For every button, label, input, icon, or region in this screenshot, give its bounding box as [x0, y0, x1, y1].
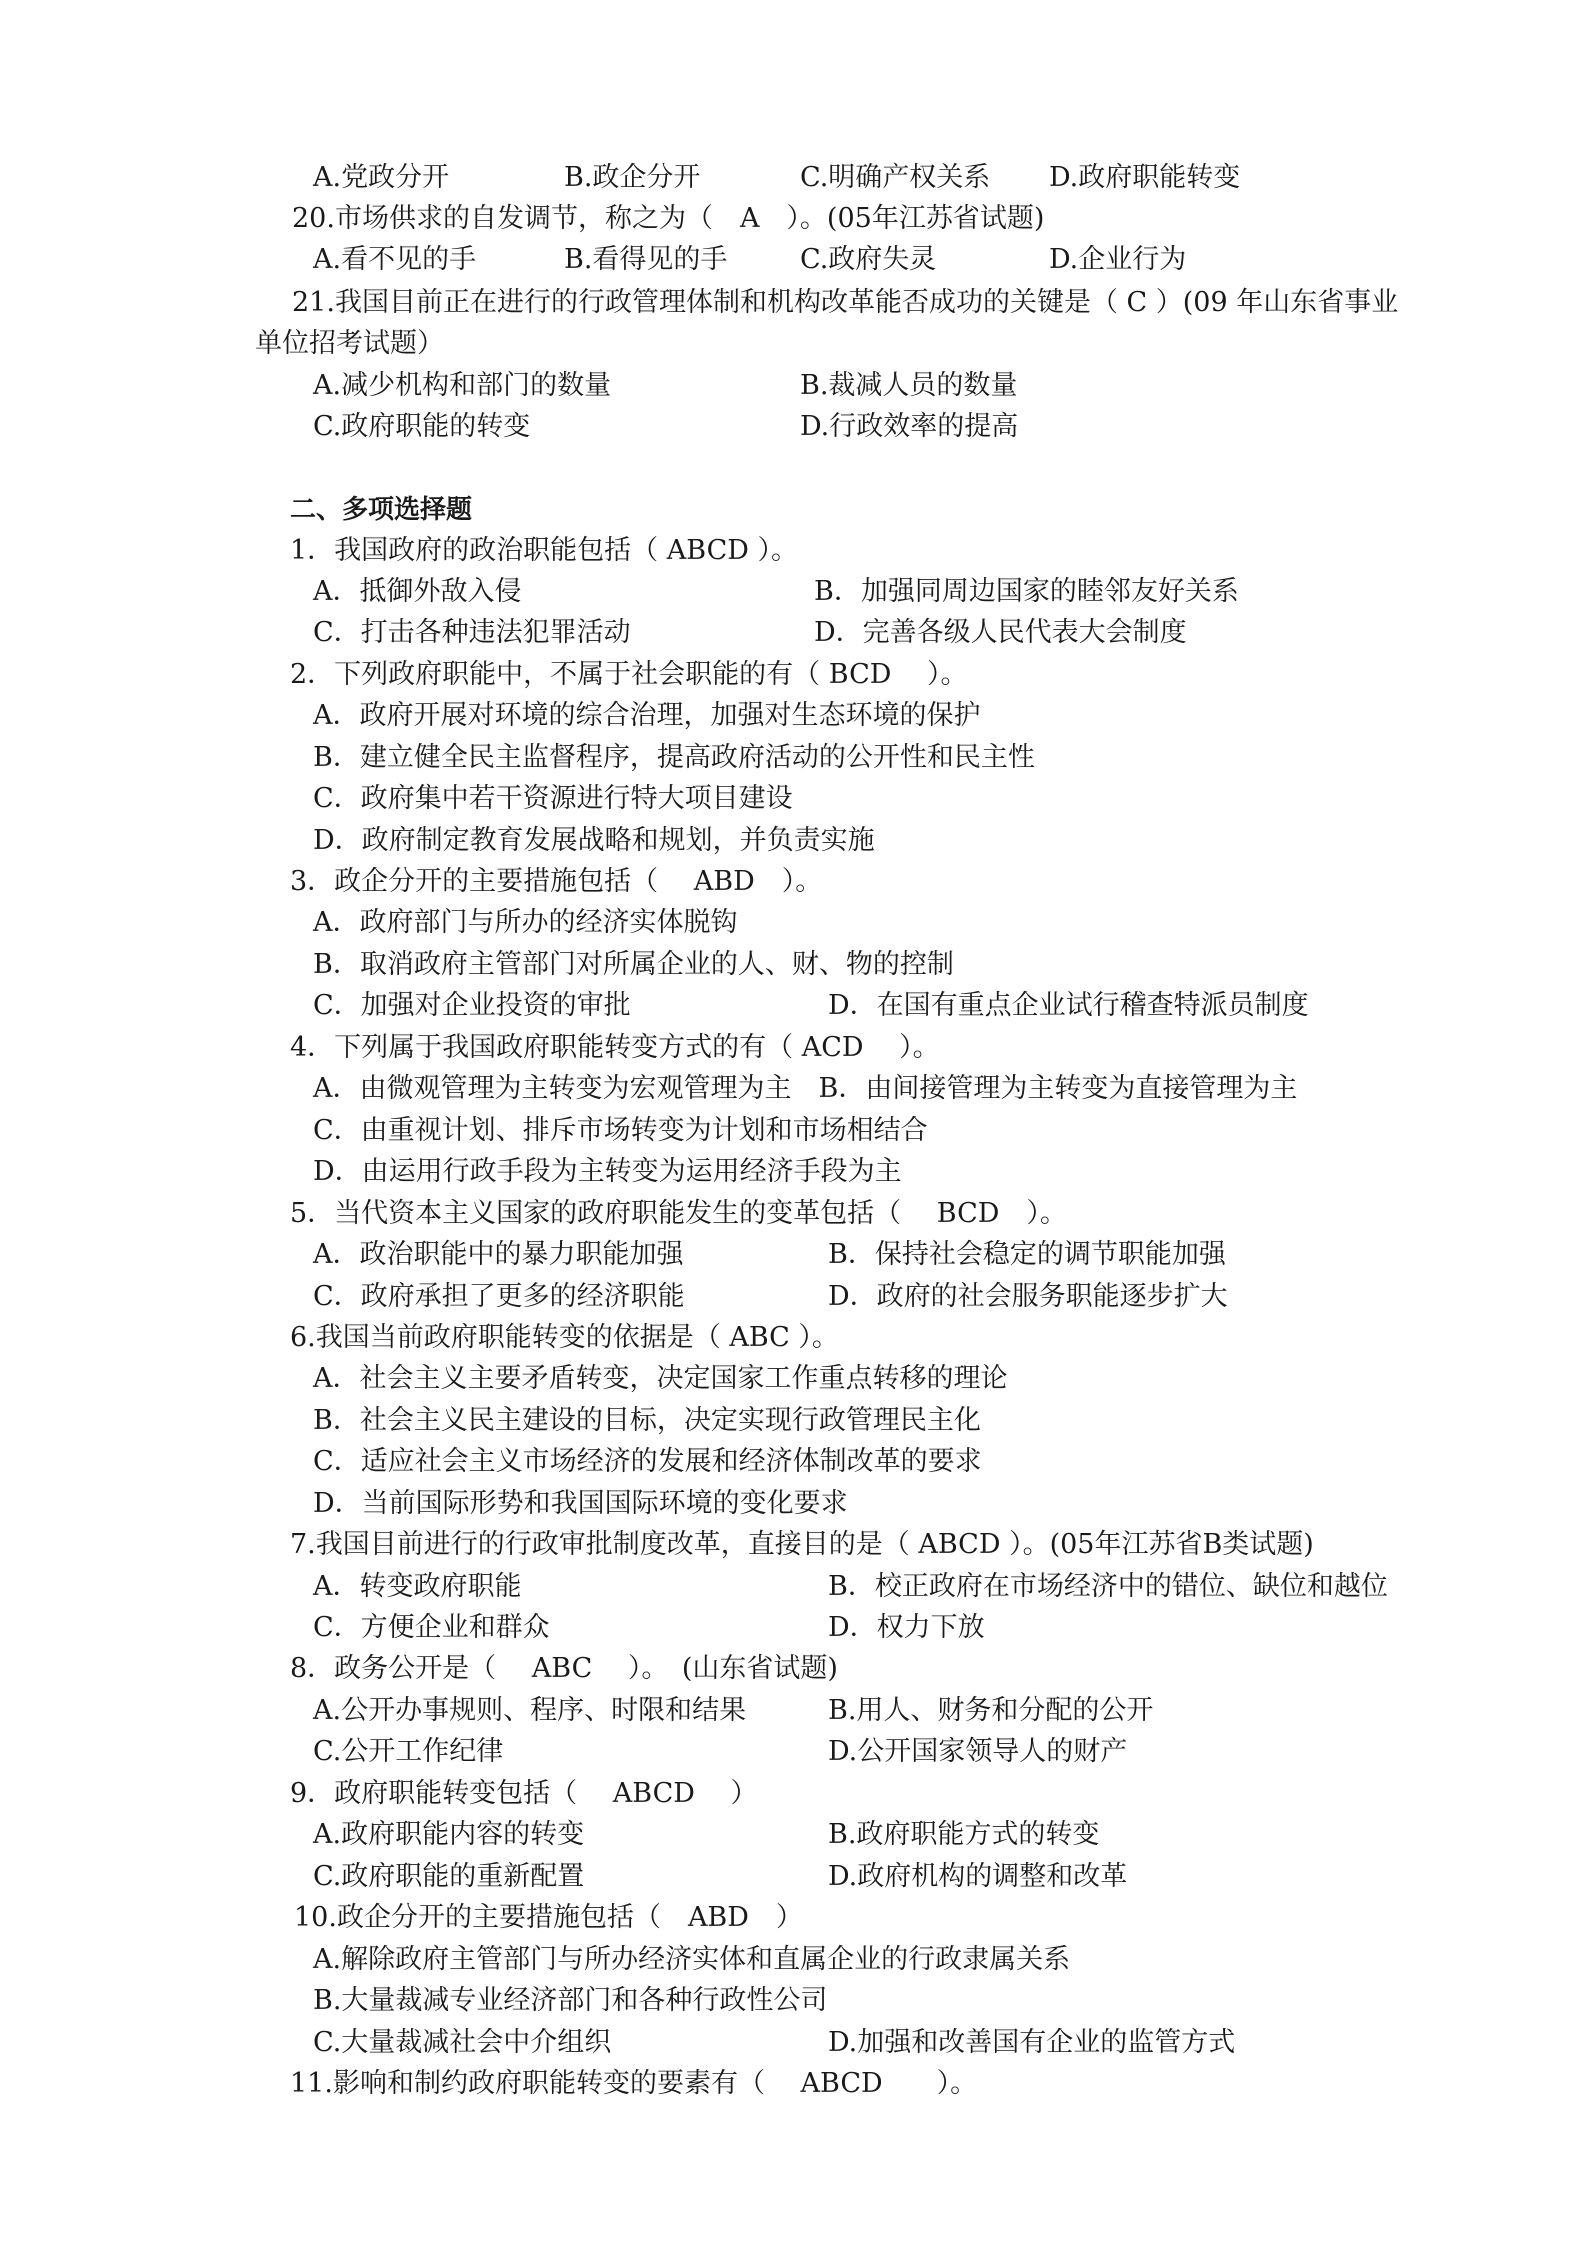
option-a: A．转变政府职能: [313, 1571, 522, 1602]
option-b: B.看得见的手: [564, 244, 728, 275]
option-c: C.政府职能的转变: [313, 411, 531, 442]
option-a: A.公开办事规则、程序、时限和结果: [313, 1695, 747, 1726]
option-b: B．取消政府主管部门对所属企业的人、财、物的控制: [313, 949, 954, 980]
option-d: D.加强和改善国有企业的监管方式: [828, 2027, 1236, 2058]
option-a: A．政府部门与所办的经济实体脱钩: [313, 907, 738, 938]
question-stem: 11.影响和制约政府职能转变的要素有（ ABCD ）。: [290, 2068, 978, 2099]
option-c: C．政府承担了更多的经济职能: [313, 1281, 685, 1312]
option-b: B.用人、财务和分配的公开: [828, 1695, 1154, 1726]
option-c: C．方便企业和群众: [313, 1612, 550, 1643]
option-d: D．政府制定教育发展战略和规划，并负责实施: [313, 825, 875, 856]
question-stem: 9．政府职能转变包括（ ABCD ）: [290, 1778, 758, 1809]
section-heading: 二、多项选择题: [290, 495, 473, 525]
option-d: D.企业行为: [1049, 244, 1187, 275]
option-c: C．加强对企业投资的审批: [313, 990, 631, 1021]
option-b: B．社会主义民主建设的目标，决定实现行政管理民主化: [313, 1405, 981, 1436]
question-stem: 1．我国政府的政治职能包括（ ABCD ）。: [290, 535, 798, 566]
option-d: D．完善各级人民代表大会制度: [814, 617, 1187, 648]
option-c: C．适应社会主义市场经济的发展和经济体制改革的要求: [313, 1446, 982, 1477]
question-stem-continued: 单位招考试题）: [255, 328, 444, 359]
option-a: A.政府职能内容的转变: [313, 1819, 585, 1850]
option-d: D.行政效率的提高: [800, 411, 1019, 442]
option-d: D．权力下放: [828, 1612, 985, 1643]
option-a: A．政治职能中的暴力职能加强: [313, 1239, 684, 1270]
option-c: C．由重视计划、排斥市场转变为计划和市场相结合: [313, 1115, 928, 1146]
option-b: B.政企分开: [564, 162, 701, 193]
option-ab: A．由微观管理为主转变为宏观管理为主 B．由间接管理为主转变为直接管理为主: [313, 1073, 1298, 1104]
option-c: C.公开工作纪律: [313, 1736, 504, 1767]
option-d: D．政府的社会服务职能逐步扩大: [828, 1281, 1228, 1312]
option-b: B．建立健全民主监督程序，提高政府活动的公开性和民主性: [313, 742, 1035, 773]
option-d: D.政府机构的调整和改革: [828, 1861, 1128, 1892]
option-b: B.大量裁减专业经济部门和各种行政性公司: [313, 1985, 828, 2016]
option-a: A．政府开展对环境的综合治理，加强对生态环境的保护: [313, 700, 981, 731]
option-d: D．由运用行政手段为主转变为运用经济手段为主: [313, 1156, 902, 1187]
option-a: A.党政分开: [313, 162, 450, 193]
option-d: D.公开国家领导人的财产: [828, 1736, 1128, 1767]
option-b: B．加强同周边国家的睦邻友好关系: [814, 576, 1239, 607]
option-c: C．政府集中若干资源进行特大项目建设: [313, 783, 793, 814]
option-a: A.减少机构和部门的数量: [313, 370, 612, 401]
option-b: B．校正政府在市场经济中的错位、缺位和越位: [828, 1571, 1388, 1602]
option-a: A．社会主义主要矛盾转变，决定国家工作重点转移的理论: [313, 1363, 1008, 1394]
question-stem: 20.市场供求的自发调节，称之为（ A ）。(05年江苏省试题): [292, 203, 1045, 234]
option-c: C.政府职能的重新配置: [313, 1861, 585, 1892]
option-d: D．在国有重点企业试行稽查特派员制度: [828, 990, 1309, 1021]
question-stem: 7.我国目前进行的行政审批制度改革，直接目的是（ ABCD ）。(05年江苏省B类试题): [290, 1529, 1314, 1560]
question-stem: 10.政企分开的主要措施包括（ ABD ）: [294, 1902, 803, 1933]
option-a: A.解除政府主管部门与所办经济实体和直属企业的行政隶属关系: [313, 1944, 1071, 1975]
option-c: C.明确产权关系: [800, 162, 991, 193]
option-b: B.裁减人员的数量: [800, 370, 1018, 401]
option-a: A.看不见的手: [313, 244, 477, 275]
option-c: C.大量裁减社会中介组织: [313, 2027, 612, 2058]
question-stem: 4．下列属于我国政府职能转变方式的有（ ACD ）。: [290, 1032, 940, 1063]
question-stem: 6.我国当前政府职能转变的依据是（ ABC ）。: [290, 1322, 839, 1353]
option-b: B.政府职能方式的转变: [828, 1819, 1100, 1850]
question-stem: 5．当代资本主义国家的政府职能发生的变革包括（ BCD ）。: [290, 1198, 1067, 1229]
option-c: C．打击各种违法犯罪活动: [313, 617, 631, 648]
question-stem: 21.我国目前正在进行的行政管理体制和机构改革能否成功的关键是（ C ）(09 年山东省事业: [292, 287, 1399, 318]
option-d: D．当前国际形势和我国国际环境的变化要求: [313, 1488, 848, 1519]
question-stem: 3．政企分开的主要措施包括（ ABD ）。: [290, 866, 823, 897]
option-c: C.政府失灵: [800, 244, 937, 275]
option-d: D.政府职能转变: [1049, 162, 1241, 193]
question-stem: 8．政务公开是（ ABC ）。 (山东省试题): [290, 1653, 838, 1684]
option-b: B．保持社会稳定的调节职能加强: [828, 1239, 1226, 1270]
question-stem: 2．下列政府职能中，不属于社会职能的有（ BCD ）。: [290, 659, 968, 690]
option-a: A．抵御外敌入侵: [313, 576, 522, 607]
